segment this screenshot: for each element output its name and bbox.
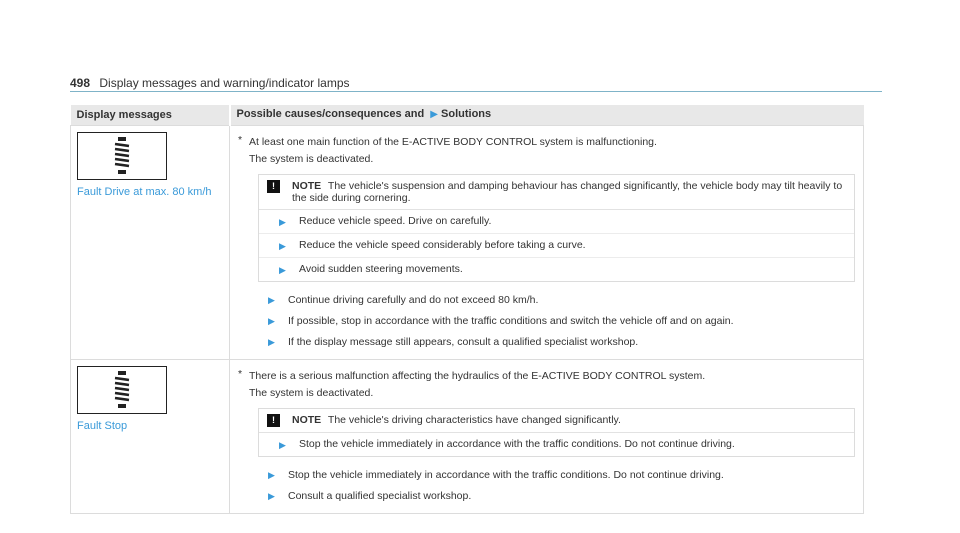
arrow-icon: ▶	[279, 440, 286, 450]
solution-step: ▶ Consult a qualified specialist workshop.	[268, 490, 472, 502]
cause-block	[238, 368, 855, 402]
arrow-icon: ▶	[268, 491, 275, 501]
cause-line: At least one main function of the E-ACTIVE BODY CONTROL system is malfunctioning.	[249, 136, 657, 148]
col-header-causes: Possible causes/consequences and ▶ Solutions	[230, 105, 864, 126]
arrow-icon: ▶	[268, 316, 275, 326]
display-message: Fault Stop	[77, 420, 128, 432]
page-header	[70, 76, 350, 90]
cause-line: The system is deactivated.	[249, 387, 374, 399]
cause-line: There is a serious malfunction affecting the hydraulics of the E-ACTIVE BODY CONTROL system.	[249, 370, 706, 382]
note-step: ▶ Reduce vehicle speed. Drive on carefully.	[259, 210, 854, 234]
note-box	[258, 408, 855, 457]
arrow-icon: ▶	[279, 241, 286, 251]
note-step: ▶ Reduce the vehicle speed considerably before taking a curve.	[259, 234, 854, 258]
note-title: NOTE	[292, 414, 322, 426]
arrow-icon: ▶	[430, 109, 438, 120]
solution-step: ▶ Continue driving carefully and do not exceed 80 km/h.	[268, 294, 539, 306]
suspension-spring-icon	[77, 132, 167, 180]
cause-line: The system is deactivated.	[249, 153, 374, 165]
page-title: Display messages and warning/indicator lamps	[99, 76, 350, 90]
arrow-icon: ▶	[268, 295, 275, 305]
cause-block	[238, 134, 855, 168]
message-cell	[71, 126, 230, 360]
solution-step: ▶ If the display message still appears, consult a qualified specialist workshop.	[268, 336, 639, 348]
asterisk: *	[238, 368, 243, 380]
arrow-icon: ▶	[268, 337, 275, 347]
solution-step: ▶ Stop the vehicle immediately in accordance with the traffic conditions. Do not continue driving.	[268, 469, 724, 481]
suspension-spring-icon	[77, 366, 167, 414]
display-message: Fault Drive at max. 80 km/h	[77, 186, 212, 198]
note-text: The vehicle's driving characteristics have changed significantly.	[327, 414, 621, 426]
col-header-display-messages: Display messages	[71, 105, 230, 126]
asterisk: *	[238, 134, 243, 146]
solutions-cell	[230, 126, 864, 360]
message-cell	[71, 360, 230, 514]
note-box	[258, 174, 855, 282]
solutions-cell	[230, 360, 864, 514]
display-messages-table	[70, 105, 864, 514]
note-text: The vehicle's suspension and damping behaviour has changed significantly, the vehicle body may tilt heavily to the side during cornering.	[292, 180, 843, 204]
solution-step: ▶ If possible, stop in accordance with the traffic conditions and switch the vehicle off and on again.	[268, 315, 734, 327]
table-row	[71, 126, 864, 360]
table-row	[71, 360, 864, 514]
arrow-icon: ▶	[268, 470, 275, 480]
page-number: 498	[70, 76, 91, 90]
note-title: NOTE	[292, 180, 322, 192]
arrow-icon: ▶	[279, 217, 286, 227]
note-step: ▶ Stop the vehicle immediately in accordance with the traffic conditions. Do not continue driving.	[279, 438, 735, 450]
note-step: ▶ Avoid sudden steering movements.	[279, 263, 463, 275]
warning-icon: !	[267, 414, 280, 427]
warning-icon: !	[267, 180, 280, 193]
arrow-icon: ▶	[279, 265, 286, 275]
header-divider	[70, 91, 882, 92]
